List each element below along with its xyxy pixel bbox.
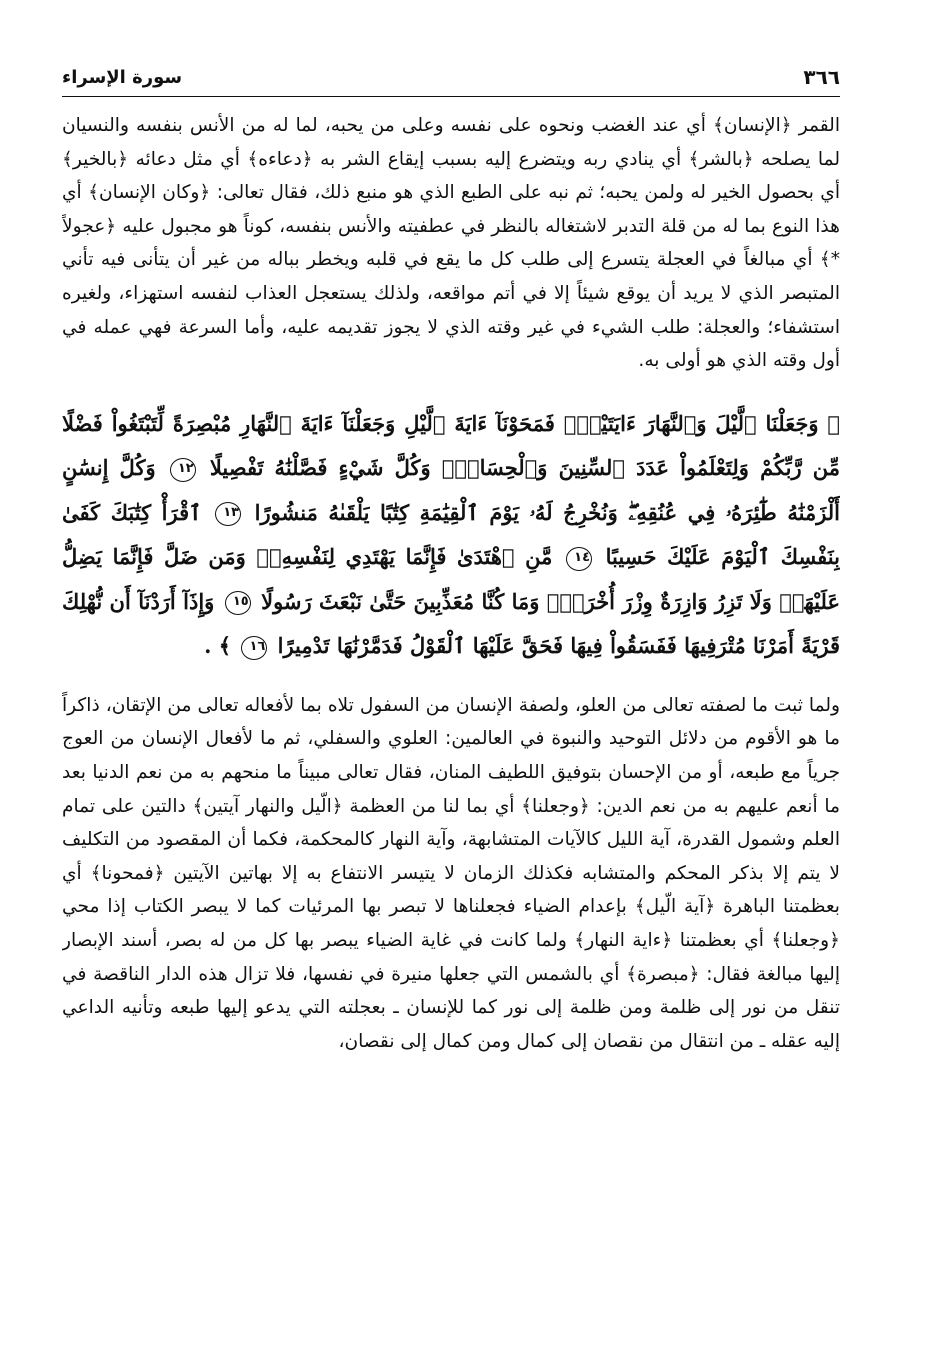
ayah-text: ٱقْرَأْ كِتَٰبَكَ كَفَىٰ بِنَفْسِكَ ٱلْيَوْمَ عَلَيْكَ حَسِيبًا [62, 499, 840, 570]
verse-close-bracket: ﴾ [218, 633, 232, 659]
ayah-number-marker: ١٥ [225, 591, 251, 615]
verse-end-mark: . [204, 633, 212, 659]
commentary-paragraph-2: ولما ثبت ما لصفته تعالى من العلو، ولصفة الإنسان من السفول تلاه بما لأفعاله تعالى من الإتقان، ذاكراً ما هو الأقوم من دلائل التوحيد والنبوة في العالمين: العلوي والسفلي، ثم ما لأفعال الإنسان من العوج جرياً مع طبعه، أو من الإحسان بتوفيق اللطيف المنان، فقال تعالى مبيناً ما منحهم به من نعم الدنيا بعد ما أنعم عليهم به من نعم الدين: ﴿وجعلنا﴾ أي بما لنا من العظمة ﴿الّيل والنهار آيتين﴾ دالتين على تمام العلم وشمول القدرة، آية الليل كالآيات المتشابهة، وآية النهار كالمحكمة، فكما أن المقصود من التكليف لا يتم إلا بذكر المحكم والمتشابه فكذلك الزمان لا يتيسر الانتفاع به إلا بهاتين الآيتين ﴿فمحونا﴾ أي بعظمتنا الباهرة ﴿آية الّيل﴾ بإعدام الضياء فجعلناها لا تبصر بها المرئيات كما لا يبصر الكتاب إذا محي ﴿وجعلنا﴾ أي بعظمتنا ﴿ءاية النهار﴾ ولما كانت في غاية الضياء يبصر بها كل من له بصر، أسند الإبصار إليها مبالغة فقال: ﴿مبصرة﴾ أي بالشمس التي جعلها منيرة في نفسها، فلا تزال هذه الدار الناقصة في تنقل من نور إلى ظلمة ومن ظلمة إلى نور كما للإنسان ـ بعجلته التي يدعو إليها طبعه وتأنيه الداعي إليه عقله ـ من انتقال من نقصان إلى كمال ومن كمال إلى نقصان، [62, 694, 840, 1052]
quran-verses-block [62, 402, 840, 669]
ayah-number-marker: ١٤ [566, 547, 592, 571]
ayah-text: وَكُلَّ إِنسَٰنٍ أَلْزَمْنَٰهُ طَٰٓئِرَهُۥ فِي عُنُقِهِۦۖ وَنُخْرِجُ لَهُۥ يَوْمَ ٱلْقِيَٰمَةِ كِتَٰبًا يَلْقَىٰهُ مَنشُورًا [62, 455, 840, 525]
document-page [62, 58, 840, 1328]
commentary-paragraph-1: القمر ﴿الإنسان﴾ أي عند الغضب ونحوه على نفسه وعلى من يحبه، لما له من الأنس بنفسه والنسيان لما يصلحه ﴿بالشر﴾ أي ينادي ربه ويتضرع إليه بسبب إيقاع الشر به ﴿دعاءه﴾ أي مثل دعائه ﴿بالخير﴾ أي بحصول الخير له ولمن يحبه؛ ثم نبه على الطبع الذي هو منبع ذلك، فقال تعالى: ﴿وكان الإنسان﴾ أي هذا النوع بما له من قلة التدبر لاشتغاله بالنظر في عطفيته والأنس بنفسه، كوناً هو مجبول عليه ﴿عجولاً *﴾ أي مبالغاً في العجلة يتسرع إلى طلب كل ما يقع في قلبه ويخطر بباله من غير أن يتأنى فيه تأني المتبصر الذي لا يريد أن يوقع شيئاً إلا في أتم مواقعه، ولذلك يستعجل العذاب لنفسه استهزاء، ولغيره استشفاء؛ والعجلة: طلب الشيء في غير وقته الذي لا يجوز تقديمه عليه، وأما السرعة فهي عمله في أول وقته الذي هو أولى به. [62, 115, 840, 372]
ayah-text: وَجَعَلْنَا ٱلَّيْلَ وَٱلنَّهَارَ ءَايَتَيْنِۖ فَمَحَوْنَآ ءَايَةَ ٱلَّيْلِ وَجَعَلْنَآ ءَايَةَ ٱلنَّهَارِ مُبْصِرَةً لِّتَبْتَغُواْ فَضْلًا مِّن رَّبِّكُمْ وَلِتَعْلَمُواْ عَدَدَ ٱلسِّنِينَ وَٱلْحِسَابَۚ وَكُلَّ شَيْءٍ فَصَّلْنَٰهُ تَفْصِيلًا [62, 410, 840, 481]
ayah-number-marker: ١٣ [215, 502, 241, 526]
surah-title: سورة الإسراء [62, 66, 183, 88]
ayah-text: وَإِذَآ أَرَدْنَآ أَن نُّهْلِكَ قَرْيَةً أَمَرْنَا مُتْرَفِيهَا فَفَسَقُواْ فِيهَا فَحَقَّ عَلَيْهَا ٱلْقَوْلُ فَدَمَّرْنَٰهَا تَدْمِيرًا [62, 588, 840, 659]
ayah-text: مَّنِ ٱهْتَدَىٰ فَإِنَّمَا يَهْتَدِي لِنَفْسِهِۦۖ وَمَن ضَلَّ فَإِنَّمَا يَضِلُّ عَلَيْهَاۚ وَلَا تَزِرُ وَازِرَةٌ وِزْرَ أُخْرَىٰۗ وَمَا كُنَّا مُعَذِّبِينَ حَتَّىٰ نَبْعَثَ رَسُولًا [62, 544, 840, 614]
ayah-number-marker: ١٦ [241, 636, 267, 660]
ayah-number-marker: ١٢ [170, 458, 196, 482]
page-number: ٣٦٦ [803, 65, 840, 89]
page-header [62, 58, 840, 97]
verse-open-bracket: ﴿ [827, 410, 840, 436]
